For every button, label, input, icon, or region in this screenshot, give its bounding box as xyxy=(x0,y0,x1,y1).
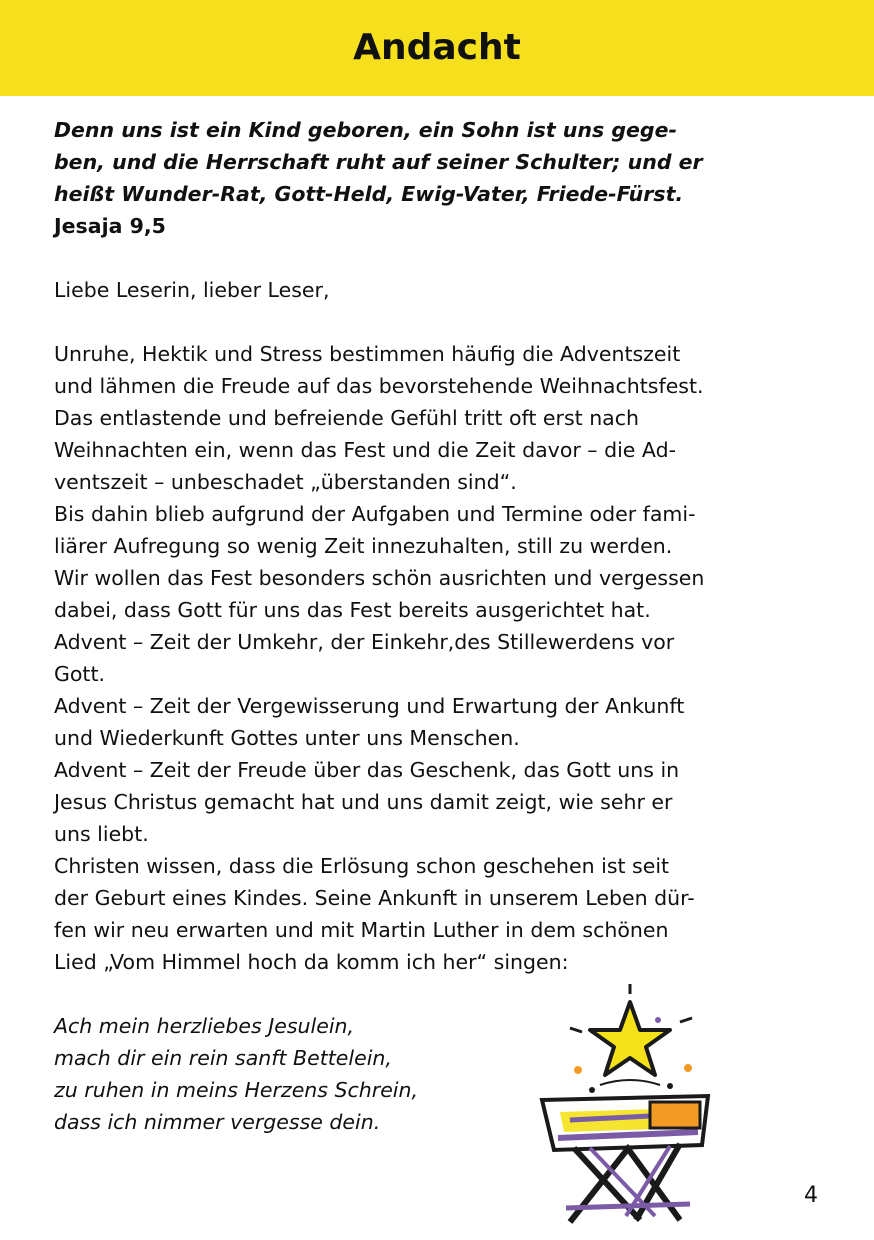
manger-with-star-icon xyxy=(530,980,730,1230)
body-line: Advent – Zeit der Freude über das Geschenk, das Gott uns in xyxy=(54,758,680,782)
poem-line: dass ich nimmer vergesse dein. xyxy=(54,1110,381,1134)
page-title: Andacht xyxy=(353,27,521,68)
verse-line: Denn uns ist ein Kind geboren, ein Sohn ist uns gege- xyxy=(54,118,677,142)
body-line: Lied „Vom Himmel hoch da komm ich her“ singen: xyxy=(54,950,569,974)
header-banner xyxy=(0,0,874,96)
body-line: Bis dahin blieb aufgrund der Aufgaben und Termine oder fami- xyxy=(54,502,696,526)
body-line: uns liebt. xyxy=(54,822,149,846)
poem-line: mach dir ein rein sanft Bettelein, xyxy=(54,1046,392,1070)
body-line: Gott. xyxy=(54,662,106,686)
greeting: Liebe Leserin, lieber Leser, xyxy=(54,278,330,302)
body-line: fen wir neu erwarten und mit Martin Luther in dem schönen xyxy=(54,918,669,942)
body-line: Wir wollen das Fest besonders schön ausrichten und vergessen xyxy=(54,566,705,590)
bible-verse xyxy=(54,114,814,242)
body-line: und lähmen die Freude auf das bevorstehende Weihnachtsfest. xyxy=(54,374,704,398)
body-line: Jesus Christus gemacht hat und uns damit zeigt, wie sehr er xyxy=(54,790,673,814)
verse-line: ben, und die Herrschaft ruht auf seiner Schulter; und er xyxy=(54,150,703,174)
body-line: Unruhe, Hektik und Stress bestimmen häufig die Adventszeit xyxy=(54,342,681,366)
body-line: Christen wissen, dass die Erlösung schon geschehen ist seit xyxy=(54,854,670,878)
body-line: Advent – Zeit der Vergewisserung und Erwartung der Ankunft xyxy=(54,694,685,718)
verse-line: heißt Wunder-Rat, Gott-Held, Ewig-Vater, Friede-Fürst. xyxy=(54,182,684,206)
page-number: 4 xyxy=(804,1183,818,1208)
poem-line: Ach mein herzliebes Jesulein, xyxy=(54,1014,355,1038)
body-line: Advent – Zeit der Umkehr, der Einkehr,des Stillewerdens vor xyxy=(54,630,675,654)
body-line: ventszeit – unbeschadet „überstanden sind“. xyxy=(54,470,517,494)
body-line: liärer Aufregung so wenig Zeit innezuhalten, still zu werden. xyxy=(54,534,673,558)
verse-reference: Jesaja 9,5 xyxy=(54,214,166,238)
body-line: Das entlastende und befreiende Gefühl tritt oft erst nach xyxy=(54,406,640,430)
poem-line: zu ruhen in meins Herzens Schrein, xyxy=(54,1078,419,1102)
body-line: Weihnachten ein, wenn das Fest und die Zeit davor – die Ad- xyxy=(54,438,676,462)
body-line: der Geburt eines Kindes. Seine Ankunft in unserem Leben dür- xyxy=(54,886,695,910)
body-line: und Wiederkunft Gottes unter uns Menschen. xyxy=(54,726,520,750)
body-line: dabei, dass Gott für uns das Fest bereits ausgerichtet hat. xyxy=(54,598,651,622)
body-text xyxy=(54,338,814,978)
